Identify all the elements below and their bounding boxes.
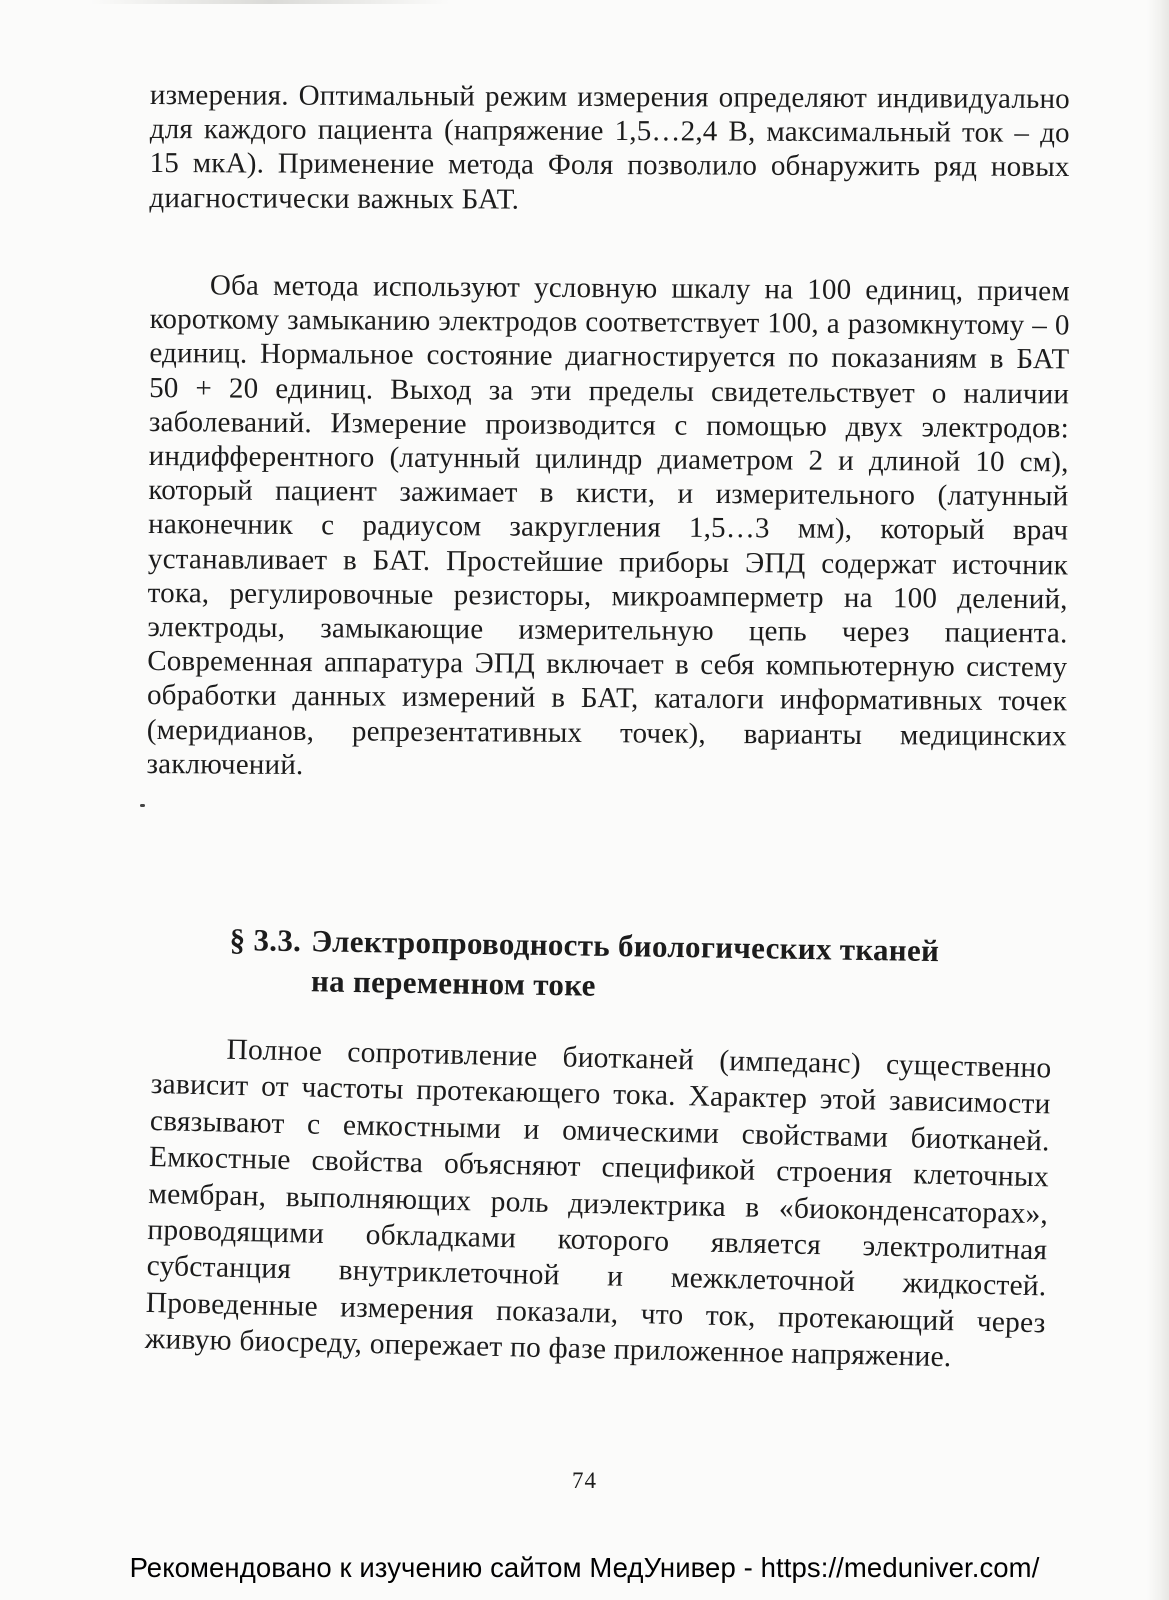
margin-mark — [140, 804, 145, 807]
section-heading — [229, 920, 1030, 1013]
paragraph-impedance — [145, 1030, 1052, 1378]
page-edge-shadow — [1147, 0, 1169, 1600]
paragraph-text: Полное сопротивление биотканей (импеданс) существенно зависит от частоты протекающего тока. Характер этой зависимости связывают с емкостными и омическими свойствами биотканей. Емкостные свойства объясняют спецификой строения клеточных мембран, выполняющих роль диэлектрика в «биоконденсаторах», проводящими обкладками которого является электролитная субстанция внутриклеточной и межклеточной жидкостей. Проведенные измерения показали, что ток, протекающий через живую биосреду, опережает по фазе приложенное напряжение. — [144, 1033, 1052, 1374]
paragraph-methods — [146, 268, 1070, 787]
paragraph-continued — [149, 78, 1070, 219]
footer-recommendation: Рекомендовано к изучению сайтом МедУнивер - https://meduniver.com/ — [129, 1552, 1040, 1583]
paragraph-text: измерения. Оптимальный режим измерения определяют индивидуально для каждого пациента (напряжение 1,5…2,4 В, максимальный ток – до 15 мкА). Применение метода Фоля позволило обнаружить ряд новых диагностически важных БАТ. — [149, 78, 1070, 216]
page-number: 74 — [572, 1468, 597, 1493]
section-title-line1: Электропроводность биологических тканей — [310, 923, 940, 969]
paragraph-text: Оба метода используют условную шкалу на 100 единиц, причем короткому замыканию электродов соответствует 100, а разомкнутому – 0 единиц. Нормальное состояние диагностируется по показаниям в БАТ 50 + 20 единиц. Выход за эти пределы свидетельствует о наличии заболеваний. Измерение производится с помощью двух электродов: индифферентного (латунный цилиндр диаметром 2 и длиной 10 см), который пациент зажимает в кисти, и измерительного (латунный наконечник с радиусом закругления 1,5…3 мм), который врач устанавливает в БАТ. Простейшие приборы ЭПД содержат источник тока, регулировочные резисторы, микроамперметр на 100 делений, электроды, замыкающие измерительную цепь через пациента. Современная аппаратура ЭПД включает в себя компьютерную систему обработки данных измерений в БАТ, каталоги информативных точек (меридианов, репрезентативных точек), варианты медицинских заключений. — [146, 269, 1070, 781]
section-title-line2: на переменном токе — [310, 963, 596, 1003]
scan-artifact — [90, 0, 450, 4]
section-number: § 3.3. — [229, 921, 302, 959]
